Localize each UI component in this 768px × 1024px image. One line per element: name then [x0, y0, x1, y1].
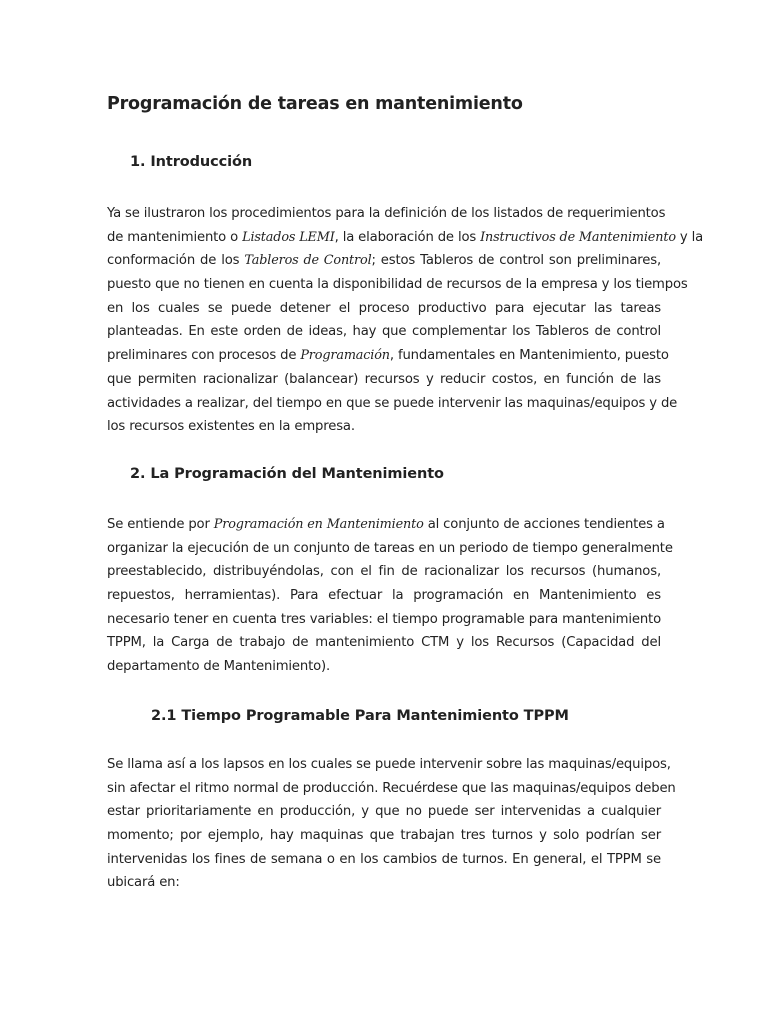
text-line	[107, 560, 661, 584]
text-line	[107, 631, 661, 655]
italic-term: Listados LEMI	[242, 229, 335, 245]
text-run: al conjunto de acciones tendientes a	[423, 517, 665, 532]
paragraph-tppm	[107, 753, 676, 895]
subsection-heading-tppm: 2.1 Tiempo Programable Para Mantenimiento TPPM	[151, 708, 569, 724]
text-run: Se llama así a los lapsos en los cuales se puede intervenir sobre las maquinas/equipos,	[107, 757, 671, 772]
text-line	[107, 537, 673, 561]
text-line	[107, 753, 671, 777]
text-line	[107, 824, 661, 848]
section-heading-programacion: 2. La Programación del Mantenimiento	[130, 466, 444, 482]
italic-term: Instructivos de Mantenimiento	[480, 229, 676, 245]
text-line	[107, 273, 688, 297]
italic-term: Programación en Mantenimiento	[213, 517, 424, 532]
text-run: estar prioritariamente en producción, y que no puede ser intervenidas a cualquier	[107, 804, 661, 820]
text-line	[107, 297, 661, 321]
text-run: repuestos, herramientas). Para efectuar la programación en Mantenimiento es	[107, 588, 661, 604]
text-run: que permiten racionalizar (balancear) recursos y reducir costos, en función de las	[107, 371, 661, 387]
text-line	[107, 202, 666, 226]
text-line	[107, 800, 661, 824]
text-run: Ya se ilustraron los procedimientos para la definición de los listados de requerimientos	[107, 206, 666, 221]
text-line	[107, 848, 661, 872]
text-line	[107, 608, 661, 632]
text-run: los recursos existentes en la empresa.	[107, 419, 355, 435]
text-run: planteadas. En este orden de ideas, hay que complementar los Tableros de control	[107, 324, 661, 340]
text-line	[107, 249, 661, 273]
text-run: departamento de Mantenimiento).	[107, 659, 331, 675]
text-run: actividades a realizar, del tiempo en que se puede intervenir las maquinas/equipos y de	[107, 395, 678, 411]
text-run: necesario tener en cuenta tres variables: el tiempo programable para mantenimiento	[107, 611, 661, 627]
text-run: intervenidas los fines de semana o en los cambios de turnos. En general, el TPPM se	[107, 851, 661, 867]
text-line	[107, 415, 661, 439]
document-title: Programación de tareas en mantenimiento	[107, 94, 523, 114]
text-run: ubicará en:	[107, 875, 180, 891]
text-run: organizar la ejecución de un conjunto de tareas en un periodo de tiempo generalmente	[107, 540, 673, 556]
text-line	[107, 368, 661, 392]
paragraph-programacion	[107, 513, 673, 679]
section-heading-introduccion: 1. Introducción	[130, 154, 253, 170]
text-run: preestablecido, distribuyéndolas, con el fin de racionalizar los recursos (humanos,	[107, 564, 661, 580]
text-line	[107, 655, 661, 679]
text-run: y la	[675, 229, 704, 245]
italic-term: Tableros de Control	[244, 253, 372, 269]
text-run: TPPM, la Carga de trabajo de mantenimiento CTM y los Recursos (Capacidad del	[107, 635, 661, 651]
text-run: , fundamentales en Mantenimiento, puesto	[389, 348, 669, 364]
text-run: Se entiende por	[107, 517, 214, 532]
text-run: conformación de los	[107, 253, 245, 269]
text-line	[107, 871, 661, 895]
text-line	[107, 777, 676, 801]
text-run: ; estos Tableros de control son preliminares,	[371, 253, 661, 269]
text-run: preliminares con procesos de	[107, 348, 301, 364]
text-line	[107, 226, 704, 250]
text-run: sin afectar el ritmo normal de producción. Recuérdese que las maquinas/equipos deben	[107, 780, 676, 796]
italic-term: Programación	[300, 348, 390, 364]
text-run: en los cuales se puede detener el proceso productivo para ejecutar las tareas	[107, 300, 661, 316]
text-run: de mantenimiento o	[107, 229, 243, 245]
text-line	[107, 513, 665, 537]
text-line	[107, 320, 661, 344]
text-run: puesto que no tienen en cuenta la disponibilidad de recursos de la empresa y los tiempos	[107, 277, 688, 293]
text-line	[107, 392, 678, 416]
paragraph-introduccion	[107, 202, 704, 439]
text-line	[107, 344, 669, 368]
text-line	[107, 584, 661, 608]
text-run: , la elaboración de los	[334, 229, 481, 245]
text-run: momento; por ejemplo, hay maquinas que trabajan tres turnos y solo podrían ser	[107, 828, 661, 844]
